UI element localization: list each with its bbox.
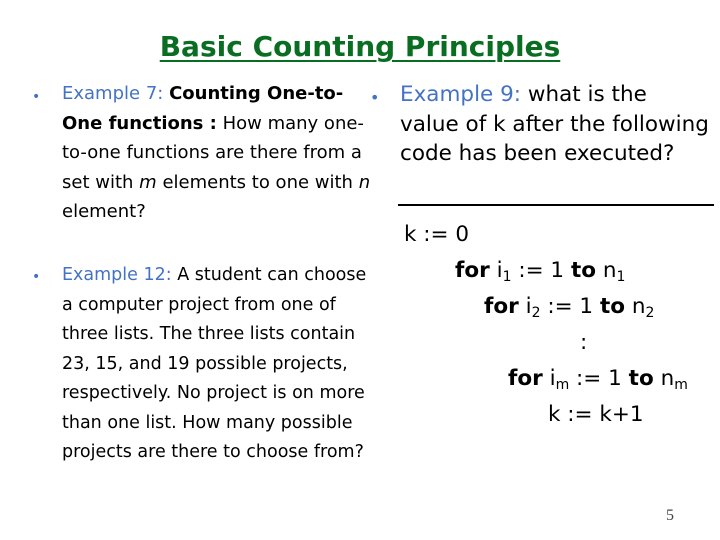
code-bound: n: [631, 294, 646, 319]
code-for-keyword: for: [508, 366, 543, 391]
code-assign: := 1: [576, 366, 622, 391]
example-7-body-b: elements to one with: [162, 171, 353, 193]
code-bound-sub: m: [674, 377, 688, 393]
example-9-underline: [398, 204, 714, 206]
bullet-example-7: •: [32, 89, 41, 105]
code-line-ellipsis: :: [580, 330, 588, 355]
page-number: 5: [666, 507, 674, 524]
example-7-body-a: How many one-to-one functions are there from a set with: [62, 112, 364, 193]
bullet-example-12: •: [32, 269, 41, 285]
code-for-keyword: for: [484, 294, 519, 319]
example-9-body: what is the value of k after the following code has been executed?: [400, 82, 709, 166]
example-12-label: Example 12:: [62, 265, 172, 285]
example-7-body-c: element?: [62, 201, 146, 222]
code-line-loop-m: [508, 366, 688, 391]
code-line-loop-1: [455, 258, 625, 283]
code-loop-var: i: [549, 366, 556, 391]
example-9-label: Example 9:: [400, 82, 522, 107]
code-loop-sub: 1: [502, 269, 512, 285]
example-7-topic: Counting One-to-One functions :: [62, 83, 344, 134]
code-loop-var: i: [525, 294, 532, 319]
example-9-text: [400, 80, 710, 169]
page-title: Basic Counting Principles: [159, 30, 561, 63]
code-bound-sub: 2: [645, 305, 655, 321]
code-to-keyword: to: [570, 258, 597, 283]
code-line-init: k := 0: [404, 222, 470, 247]
code-line-increment: k := k+1: [548, 402, 644, 427]
example-7-var-n: n: [358, 171, 371, 193]
code-loop-var: i: [496, 258, 503, 283]
code-assign: := 1: [518, 258, 565, 283]
code-line-loop-2: [484, 294, 654, 319]
bullet-example-9: •: [370, 88, 380, 107]
code-loop-sub: 2: [531, 305, 541, 321]
example-12-body: A student can choose a computer project from one of three lists. The three lists contain 23, 15, and 19 possible projects, respectively. No project is on more than one list. How many possible projects are there to choose from?: [62, 265, 367, 462]
code-bound-sub: 1: [616, 269, 626, 285]
example-7-text: [62, 79, 382, 227]
code-for-keyword: for: [455, 258, 490, 283]
example-7-var-m: m: [139, 171, 157, 193]
code-bound: n: [660, 366, 675, 391]
code-to-keyword: to: [599, 294, 626, 319]
code-loop-sub: m: [555, 377, 570, 393]
code-assign: := 1: [547, 294, 594, 319]
example-12-text: [62, 261, 382, 468]
code-to-keyword: to: [628, 366, 654, 391]
example-7-label: Example 7:: [62, 83, 164, 104]
code-bound: n: [602, 258, 617, 283]
